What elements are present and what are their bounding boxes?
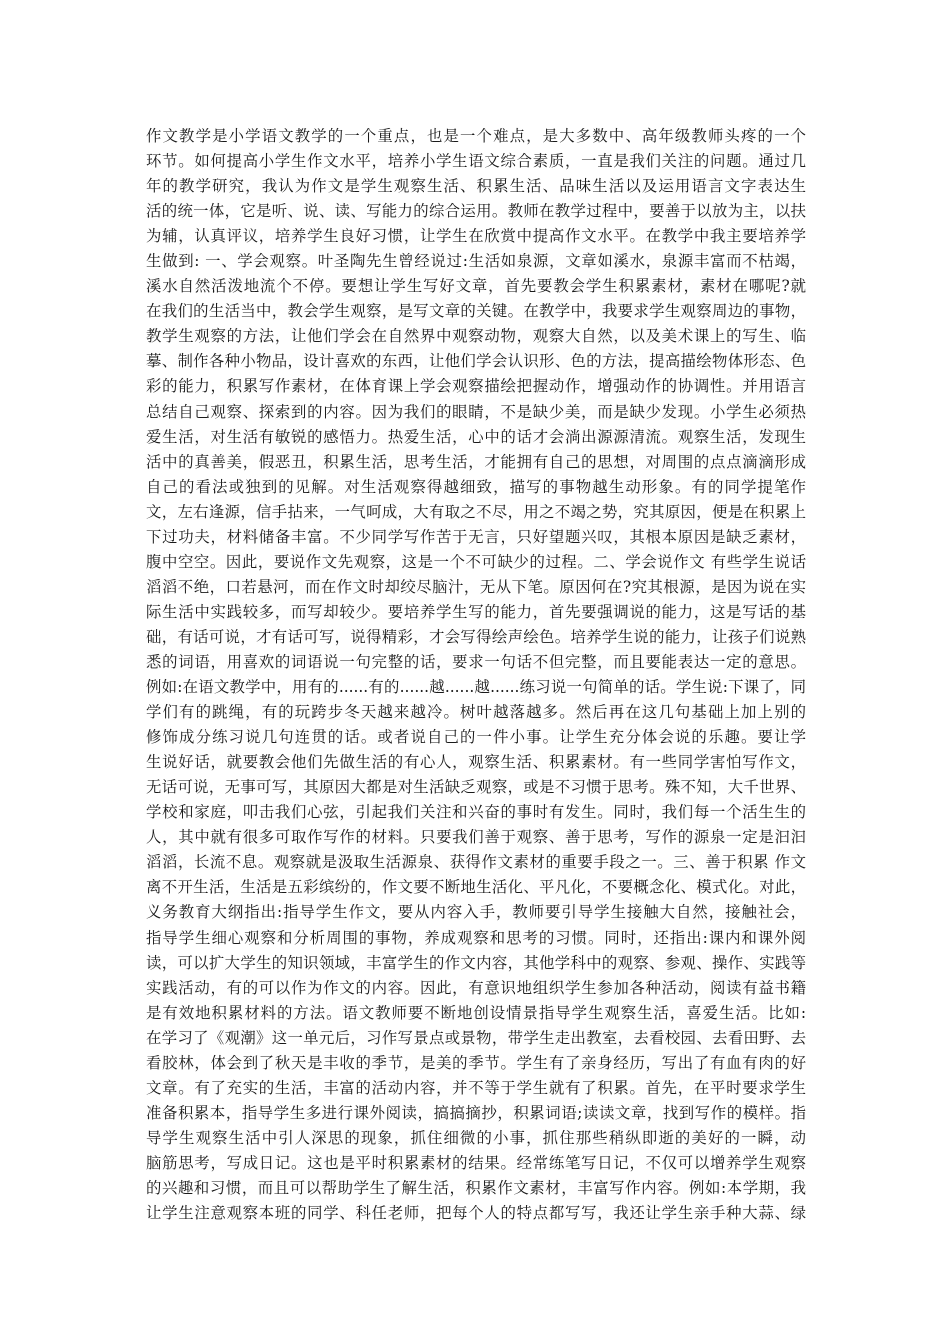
paragraph-line: 导学生观察生活中引人深思的现象，抓住细微的小事，抓住那些稍纵即逝的美好的一瞬，动 (146, 1128, 806, 1147)
paragraph-line: 修饰成分练习说几句连贯的话。或者说自己的一件小事。让学生充分体会说的乐趣。要让学 (146, 728, 806, 747)
paragraph-line: 指导学生细心观察和分析周围的事物，养成观察和思考的习惯。同时，还指出:课内和课外阅 (146, 928, 806, 947)
paragraph-line: 腹中空空。因此，要说作文先观察，这是一个不可缺少的过程。二、学会说作文 有些学生说话 (146, 552, 806, 571)
paragraph-line: 为辅，认真评议，培养学生良好习惯，让学生在欣赏中提高作文水平。在教学中我主要培养学 (146, 227, 806, 246)
paragraph-line: 在学习了《观潮》这一单元后，习作写景点或景物，带学生走出教室，去看校园、去看田野、去 (146, 1028, 806, 1047)
paragraph-line: 溪水自然活泼地流个不停。要想让学生写好文章，首先要教会学生积累素材，素材在哪呢?就 (146, 277, 806, 296)
paragraph-line: 生说好话，就要教会他们先做生活的有心人，观察生活、积累素材。有一些同学害怕写作文， (146, 753, 806, 772)
paragraph-line: 学校和家庭，叩击我们心弦，引起我们关注和兴奋的事时有发生。同时，我们每一个活生生的 (146, 803, 806, 822)
paragraph-line: 读，可以扩大学生的知识领域，丰富学生的作文内容，其他学科中的观察、参观、操作、实践等 (146, 953, 806, 972)
paragraph-line: 准备积累本，指导学生多进行课外阅读，搞搞摘抄，积累词语;读读文章，找到写作的模样。指 (146, 1103, 806, 1122)
paragraph-line: 础，有话可说，才有话可写，说得精彩，才会写得绘声绘色。培养学生说的能力，让孩子们说熟 (146, 627, 806, 646)
paragraph-line: 滔滔，长流不息。观察就是汲取生活源泉、获得作文素材的重要手段之一。三、善于积累 作文 (146, 853, 806, 872)
paragraph-line: 是有效地积累材料的方法。语文教师要不断地创设情景指导学生观察生活，喜爱生活。比如: (146, 1003, 806, 1022)
paragraph-line: 脑筋思考，写成日记。这也是平时积累素材的结果。经常练笔写日记，不仅可以增养学生观察 (146, 1153, 806, 1172)
paragraph-line: 教学生观察的方法，让他们学会在自然界中观察动物，观察大自然，以及美术课上的写生、临 (146, 327, 806, 346)
paragraph-line: 自己的看法或独到的见解。对生活观察得越细致，描写的事物越生动形象。有的同学提笔作 (146, 477, 806, 496)
paragraph-line: 活的统一体，它是听、说、读、写能力的综合运用。教师在教学过程中，要善于以放为主，以扶 (146, 202, 806, 221)
paragraph-line: 际生活中实践较多，而写却较少。要培养学生写的能力，首先要强调说的能力，这是写话的基 (146, 602, 806, 621)
paragraph-line: 总结自己观察、探索到的内容。因为我们的眼睛，不是缺少美，而是缺少发现。小学生必须热 (146, 402, 806, 421)
paragraph-line: 文，左右逢源，信手拈来，一气呵成，大有取之不尽，用之不竭之势，究其原因，便是在积累上 (146, 502, 806, 521)
paragraph-line: 年的教学研究，我认为作文是学生观察生活、积累生活、品味生活以及运用语言文字表达生 (146, 177, 806, 196)
paragraph-line: 在我们的生活当中，教会学生观察，是写文章的关键。在教学中，我要求学生观察周边的事物， (146, 302, 806, 321)
paragraph-line: 悉的词语，用喜欢的词语说一句完整的话，要求一句话不但完整，而且要能表达一定的意思。 (146, 652, 806, 671)
paragraph-line: 生做到: 一、学会观察。叶圣陶先生曾经说过:生活如泉源，文章如溪水，泉源丰富而不枯竭， (146, 252, 806, 271)
paragraph-line: 摹、制作各种小物品，设计喜欢的东西，让他们学会认识形、色的方法，提高描绘物体形态、色 (146, 352, 806, 371)
paragraph-line: 义务教育大纲指出:指导学生作文，要从内容入手，教师要引导学生接触大自然，接触社会， (146, 903, 806, 922)
paragraph-line: 学们有的跳绳，有的玩跨步冬天越来越冷。树叶越落越多。然后再在这几句基础上加上别的 (146, 703, 806, 722)
paragraph-line: 离不开生活，生活是五彩缤纷的，作文要不断地生活化、平凡化，不要概念化、模式化。对此， (146, 878, 806, 897)
paragraph-line: 活中的真善美，假恶丑，积累生活，思考生活，才能拥有自己的思想，对周围的点点滴滴形成 (146, 452, 806, 471)
paragraph-line: 彩的能力，积累写作素材，在体育课上学会观察描绘把握动作，增强动作的协调性。并用语言 (146, 377, 806, 396)
paragraph-line: 文章。有了充实的生活，丰富的活动内容，并不等于学生就有了积累。首先，在平时要求学生 (146, 1078, 806, 1097)
paragraph-line: 滔滔不绝，口若悬河，而在作文时却绞尽脑汁，无从下笔。原因何在?究其根源，是因为说在实 (146, 577, 806, 596)
paragraph-line: 环节。如何提高小学生作文水平，培养小学生语文综合素质，一直是我们关注的问题。通过几 (146, 152, 806, 171)
paragraph-line: 人，其中就有很多可取作写作的材料。只要我们善于观察、善于思考，写作的源泉一定是汩汩 (146, 828, 806, 847)
paragraph-line: 看胶林，体会到了秋天是丰收的季节，是美的季节。学生有了亲身经历，写出了有血有肉的好 (146, 1053, 806, 1072)
paragraph-line: 让学生注意观察本班的同学、科任老师，把每个人的特点都写写，我还让学生亲手种大蒜、绿 (146, 1204, 806, 1223)
paragraph-line: 作文教学是小学语文教学的一个重点，也是一个难点，是大多数中、高年级教师头疼的一个 (146, 127, 806, 145)
paragraph-line: 无话可说，无事可写，其原因大都是对生活缺乏观察，或是不习惯于思考。殊不知，大千世界、 (146, 778, 806, 797)
paragraph-line: 实践活动，有的可以作为作文的内容。因此，有意识地组织学生参加各种活动，阅读有益书籍 (146, 978, 806, 997)
paragraph-line: 的兴趣和习惯，而且可以帮助学生了解生活，积累作文素材，丰富写作内容。例如:本学期，我 (146, 1178, 806, 1197)
essay-body (146, 124, 806, 1226)
paragraph-line: 下过功夫，材料储备丰富。不少同学写作苦于无言，只好望题兴叹，其根本原因是缺乏素材， (146, 527, 806, 546)
paragraph-line: 爱生活，对生活有敏锐的感悟力。热爱生活，心中的话才会淌出源源清流。观察生活，发现生 (146, 427, 806, 446)
paragraph-line: 例如:在语文教学中，用有的......有的......越......越......练习说一句简单的话。学生说:下课了，同 (146, 678, 806, 697)
